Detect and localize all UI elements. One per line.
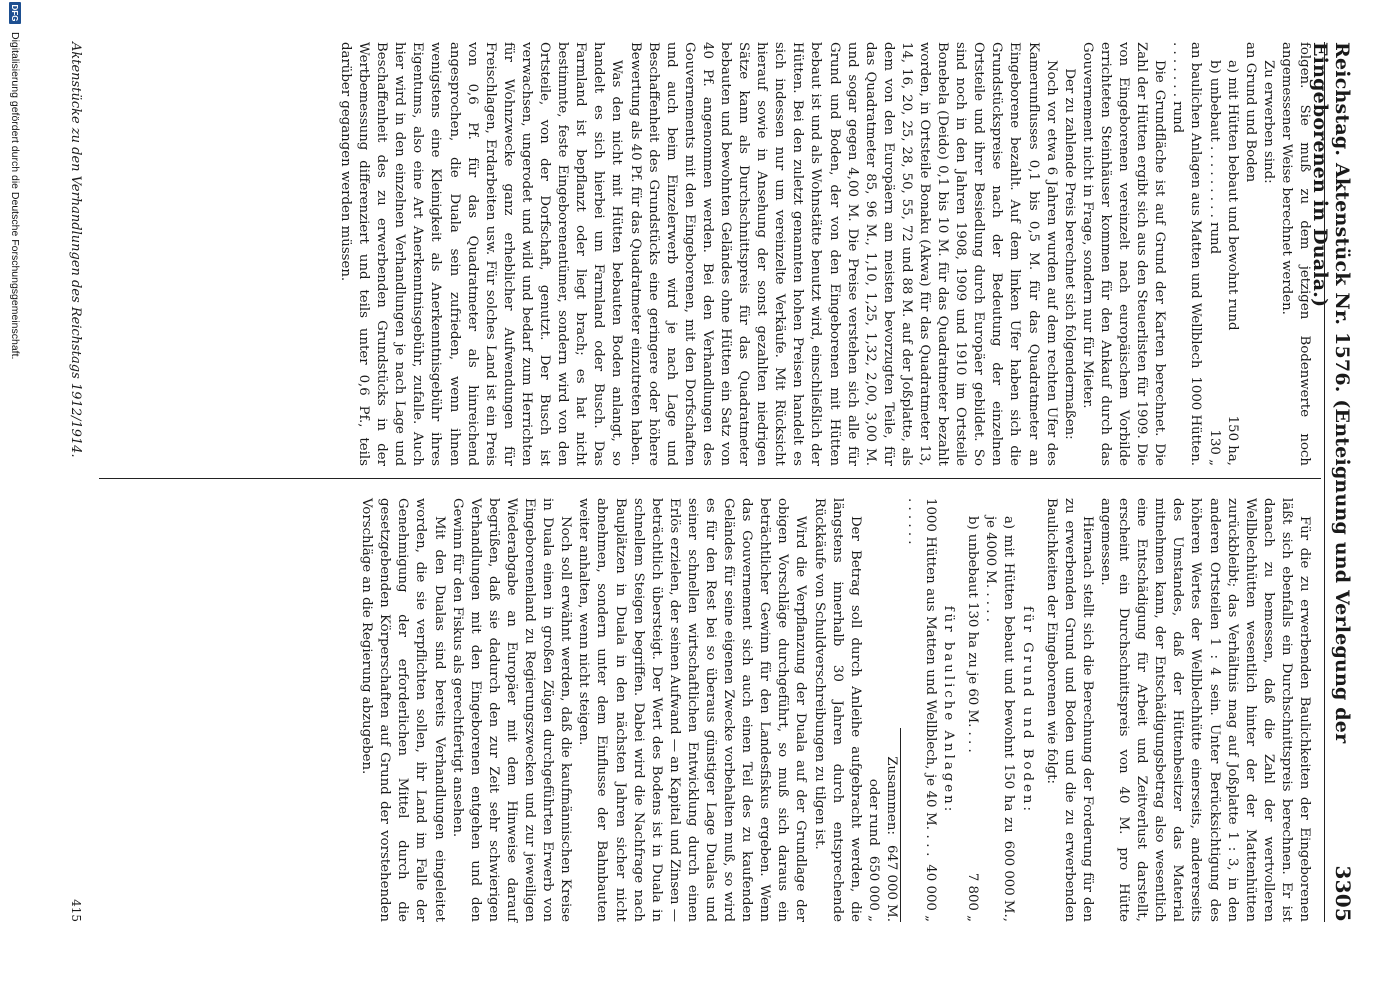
- calc-label: a) mit Hütten bebaut und bewohnt 150 ha zu je 4000 M. . . . .: [983, 516, 1017, 833]
- rounded-total-row: [864, 498, 882, 922]
- calc-row: [981, 498, 1017, 922]
- page-number: 3305: [1331, 865, 1355, 922]
- list-item-value: 130 „: [1206, 429, 1222, 466]
- calc-value: 600 000 M.,: [1001, 840, 1017, 922]
- calc-value: 7 800 „: [965, 872, 981, 922]
- paragraph: Zu erwerben sind:: [1260, 60, 1276, 184]
- list-item-label: a) mit Hütten bebaut und bewohnt rund: [1224, 60, 1240, 331]
- paragraph: Die Grundfläche ist auf Grund der Karten berechnet. Die Zahl der Hütten ergibt sich aus den Steuerlisten für 1909. Die von Eingeborenen vereinzelt nach europäischem Vorbilde errichteten Steinhäuser kommen für den Ankauf durch das Gouvernement nicht in Frage, sondern nur für Mieter.: [1079, 42, 1168, 466]
- paragraph: Der Betrag soll durch Anleihe aufgebracht werden, die längstens innerhalb 30 Jahren durch entsprechende Rückkäufe von Schuldverschreibungen zu tilgen ist.: [811, 498, 863, 922]
- list-item: [1223, 42, 1241, 466]
- list-item-value: 150 ha,: [1224, 415, 1240, 466]
- list-item: [1168, 42, 1204, 466]
- paragraph: Wird die Verpflanzung der Duala auf der Grundlage der obigen Vorschläge durchgeführt, so muß sich daraus ein beträchtlicher Gewinn für den Landesfiskus ergeben. Wenn das Gouvernement sich auch einen Teil des zu kaufenden Geländes für seine eigenen Zwecke vorbehalten muß, so wird es für den Rest bei so überaus günstiger Lage Dualas und seiner schnellen wirtschaftlichen Entwicklung durch einen Erlös erzielen, der seinen Aufwand — an Kapital und Zinsen — beträchtlich übersteigt. Der Wert des Bodens ist in Duala in schnellem Steigen begriffen. Dabei wird die Nachfrage nach Bauplätzen in Duala in den nächsten Jahren sicher nicht abnehmen, sondern unter dem Einflusse der Bahnbauten weiter anhalten, wenn nicht steigen.: [576, 498, 809, 923]
- rounded-value: 650 000 „: [865, 855, 881, 922]
- section-heading: für Grund und Boden:: [1019, 606, 1035, 814]
- column-divider: [99, 478, 1321, 479]
- running-title: Reichstag. Aktenstück Nr. 1576. (Enteignung und Verlegung der Eingeborenen in Duala.): [1309, 42, 1353, 744]
- paragraph: Mit den Dualas sind bereits Verhandlungen eingeleitet worden, die sie verpflichten sollen, ihr Land im Falle der Genehmigung der erforderlichen Mittel durch die gesetzgebenden Körperschaften auf Grund der vorstehenden Vorschläge an die Regierung abzugeben.: [359, 498, 447, 922]
- dfg-logo: DFG: [9, 2, 21, 24]
- paragraph: Der zu zahlende Preis berechnet sich folgendermaßen:: [1061, 68, 1077, 440]
- calc-label: 1000 Hütten aus Matten und Wellblech, je 40 M. . . . . . . . . .: [905, 498, 939, 857]
- credit-text: Digitalisierung gefördert durch die Deutsche Forschungsgemeinschaft.: [9, 32, 21, 360]
- digitization-credit: [7, 2, 23, 998]
- paragraph: Hiernach stellt sich die Berechnung der Forderung für den zu erwerbenden Grund und Boden und die zu erwerbenden Baulichkeiten der Eingeborenen wie folgt:: [1043, 498, 1095, 922]
- left-column: [336, 42, 1313, 466]
- rounded-label: oder rund: [865, 778, 881, 846]
- list-item-label: b) unbebaut . . . . . . . . . rund: [1206, 60, 1222, 255]
- footer-title: Aktenstücke zu den Verhandlungen des Reichstags 1912/1914.: [68, 42, 83, 458]
- paragraph: Noch vor etwa 6 Jahren wurden auf dem rechten Ufer des Kamerunflusses 0,1 bis 0,5 M. für das Quadratmeter an Eingeborene bezahlt. Auf dem linken Ufer haben sich die Grundstückspreise nach der Bedeutung der einzelnen Ortsteile und ihrer Besiedlung durch Europäer gebildet. So sind noch in den Jahren 1908, 1909 und 1910 im Ortsteile Bonebela (Deido) 0,1 bis 10 M. für das Quadratmeter bezahlt worden, in Ortsteile Bonaku (Akwa) für das Quadratmeter 13, 14, 16, 20, 25, 28, 50, 55, 72 und 88 M. auf der Joßplatte, als dem von den Europäern am meisten bevorzugten Teile, für das Quadratmeter 85, 96 M., 1,10, 1,25, 1,32, 2,00, 3,00 M. und sogar gegen 4,00 M. Die Preise verstehen sich alle für Grund und Boden, der von den Eingeborenen mit Hütten bebaut ist und als Wohnstätte benutzt wird, einschließlich der Hütten. Bei den zuletzt genannten hohen Preisen handelt es sich indessen nur um vereinzelte Verkäufe. Mit Rücksicht hierauf sowie in Ansehung der sonst gezahlten niedrigen Sätze kann als Durchschnittspreis für das Quadratmeter bebauten und bewohnten Geländes ohne Hütten ein Satz von 40 Pf. angenommen werden. Bei den Verhandlungen des Gouvernements mit den Eingeborenen, mit den Dorfschaften und auch beim Einzelerwerb wird je nach Lage und Beschaffenheit des Grundstücks eine geringere oder höhere Bewertung als 40 Pf. für das Quadratmeter einzutreten haben.: [627, 42, 1059, 466]
- calc-value: 40 000 „: [923, 864, 939, 922]
- footer-page-number: 415: [69, 899, 83, 922]
- calc-row: [903, 498, 939, 922]
- paragraph: an Grund und Boden: [1242, 42, 1258, 183]
- page-footer: [59, 42, 83, 922]
- list-item-label: an baulichen Anlagen aus Matten und Wellblech . . . . . . . rund: [1170, 42, 1204, 369]
- calc-label: b) unbebaut 130 ha zu je 60 M. . . .: [965, 516, 981, 753]
- total-label: Zusammen:: [883, 756, 899, 835]
- paragraph: Noch soll erwähnt werden, daß die kaufmännischen Kreise in Duala einen in großen Zügen durchgeführten Erwerb von Eingeborenenland zu Regierungszwecken und zur jeweiligen Wiederabgabe an Europäer mit dem Hinweise darauf begrüßen, daß sie dadurch den zur Zeit sehr schwierigen Verhandlungen mit den Eingeborenen entgehen und den Gewinn für den Fiskus als gerechtfertigt ansehen.: [449, 498, 574, 922]
- total-row: [882, 756, 900, 922]
- list-item: [1204, 42, 1222, 466]
- sum-line: [882, 728, 901, 922]
- total-value: 647 000 M.: [883, 844, 899, 922]
- section-heading: für bauliche Anlagen:: [941, 605, 957, 815]
- running-header: [1309, 42, 1355, 922]
- list-item-value: 1000 Hütten.: [1188, 376, 1204, 466]
- paragraph: folgen. Sie muß zu dem jetzigen Bodenwerte noch angemessener Weise berechnet werden.: [1278, 42, 1312, 466]
- paragraph: Was den nicht mit Hütten bebauten Boden anlangt, so handelt es sich hierbei um Farmland oder Busch. Das Farmland ist bepflanzt oder liegt brach; es hat nicht bestimmte, feste Eingeborenentümer, sondern wird von den Ortsteile, von der Dorfschaft, genutzt. Der Busch ist verwachsen, ungerodet und wild und bedarf zum Herrichten für Wohnzwecke ganz erheblicher Aufwendungen für Freischlagen, Erdarbeiten usw. Für solches Land ist ein Preis von 0,6 Pf. für das Quadratmeter als hinreichend angesprochen, die Duala sein zufrieden, wenn ihnen wenigstens eine Kleinigkeit als Anerkenntnisgebühr ihres Eigentums, also eine Art Anerkenntnisgebühr, zufalle. Auch hier wird in den einzelnen Verhandlungen je nach Lage und Beschaffenheit des zu erwerbenden Grundstücks in der Wertbemessung differenziert und teils unter 0,6 Pf., teils darüber gegangen werden müssen.: [338, 42, 625, 466]
- right-column: [357, 498, 1313, 922]
- calc-row: [963, 498, 981, 922]
- paragraph: Für die zu erwerbenden Baulichkeiten der Eingeborenen läßt sich ebenfalls ein Durchschnittspreis berechnen. Er ist danach zu bemessen, daß die Zahl der wertvolleren Wellblechhütten wesentlich hinter der der Mattenhütten zurückbleibt; das Verhältnis mag auf Joßplatte 1 : 3, in den anderen Ortsteilen 1 : 4 sein. Unter Berücksichtigung des höheren Wertes der Wellblechhütte einerseits, andererseits des Umstandes, daß der Hüttenbesitzer das Material mitnehmen kann, der Entschädigungsbetrag also wesentlich eine Entschädigung für Arbeit und Zeitverlust darstellt, erscheint ein Durchschnittspreis von 40 M. pro Hütte angemessen.: [1097, 498, 1312, 922]
- header-rule: [1324, 42, 1325, 922]
